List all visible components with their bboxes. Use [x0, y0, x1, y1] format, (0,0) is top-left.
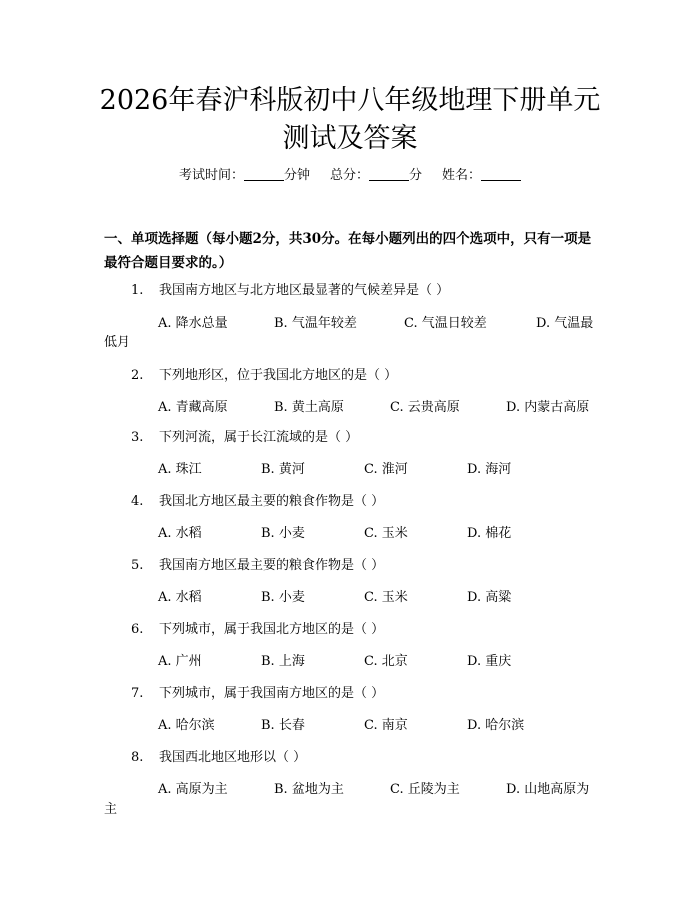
option-c: C. 北京 [364, 654, 408, 669]
option-c: C. 气温日较差 [404, 316, 487, 331]
question-number: 6. [131, 622, 144, 637]
question-text: 下列城市，属于我国北方地区的是（ ） [159, 622, 385, 637]
option-d: D. 棉花 [467, 526, 512, 541]
total-score-unit: 分 [409, 168, 423, 183]
option-b: B. 上海 [261, 654, 305, 669]
question-stem [131, 556, 384, 576]
question-text: 我国南方地区最主要的粮食作物是（ ） [159, 558, 385, 573]
option-a: A. 水稻 [158, 526, 202, 541]
option-a: A. 珠江 [158, 462, 202, 477]
option-c: C. 丘陵为主 [390, 782, 460, 797]
option-d: D. 高粱 [467, 590, 512, 605]
question-text: 下列城市，属于我国南方地区的是（ ） [159, 686, 385, 701]
question-stem [131, 428, 358, 448]
option-b: B. 气温年较差 [274, 316, 357, 331]
student-name [442, 168, 521, 183]
option-a: A. 哈尔滨 [158, 718, 215, 733]
option-d: D. 内蒙古高原 [506, 400, 590, 415]
option-a: A. 降水总量 [158, 316, 228, 331]
option-wrap: 低月 [104, 335, 131, 350]
option-b: B. 盆地为主 [274, 782, 344, 797]
option-b: B. 长春 [261, 718, 305, 733]
question-stem [131, 281, 449, 301]
question-stem [131, 366, 397, 386]
option-d: D. 海河 [467, 462, 512, 477]
option-d: D. 重庆 [467, 654, 512, 669]
question-number: 4. [131, 494, 144, 509]
option-c: C. 淮河 [364, 462, 408, 477]
exam-info [0, 166, 700, 186]
question-text: 我国南方地区与北方地区最显著的气候差异是（ ） [159, 283, 450, 298]
question-stem [131, 492, 384, 512]
option-b: B. 小麦 [261, 526, 305, 541]
section-heading: 一、单项选择题（每小题2分，共30分。在每小题列出的四个选项中，只有一项是最符合题目要求的。） [104, 231, 592, 271]
option-c: C. 玉米 [364, 590, 408, 605]
exam-time-blank [244, 166, 284, 181]
question-number: 7. [131, 686, 144, 701]
option-b: B. 小麦 [261, 590, 305, 605]
option-wrap: 主 [104, 802, 118, 817]
question-text: 我国西北地区地形以（ ） [159, 750, 307, 765]
question-number: 2. [131, 368, 144, 383]
question-number: 5. [131, 558, 144, 573]
option-c: C. 南京 [364, 718, 408, 733]
option-d: D. 气温最 [536, 316, 594, 331]
question-text: 下列地形区，位于我国北方地区的是（ ） [159, 368, 398, 383]
option-a: A. 青藏高原 [158, 400, 228, 415]
question-number: 1. [131, 283, 144, 298]
option-a: A. 高原为主 [158, 782, 228, 797]
exam-time-label: 考试时间： [178, 168, 244, 183]
option-a: A. 水稻 [158, 590, 202, 605]
question-stem [131, 748, 306, 768]
option-b: B. 黄河 [261, 462, 305, 477]
option-c: C. 云贵高原 [390, 400, 460, 415]
question-number: 3. [131, 430, 144, 445]
option-d: D. 山地高原为 [506, 782, 590, 797]
question-stem [131, 684, 384, 704]
page-title: 2026年春沪科版初中八年级地理下册单元测试及答案 [99, 85, 601, 154]
total-score [330, 168, 422, 183]
total-score-blank [369, 166, 409, 181]
question-text: 下列河流，属于长江流域的是（ ） [159, 430, 359, 445]
exam-time [179, 168, 310, 183]
option-b: B. 黄土高原 [274, 400, 344, 415]
option-c: C. 玉米 [364, 526, 408, 541]
option-d: D. 哈尔滨 [467, 718, 525, 733]
student-name-label: 姓名： [442, 168, 482, 183]
question-text: 我国北方地区最主要的粮食作物是（ ） [159, 494, 385, 509]
question-stem [131, 620, 384, 640]
student-name-blank [481, 166, 521, 181]
question-number: 8. [131, 750, 144, 765]
option-a: A. 广州 [158, 654, 202, 669]
total-score-label: 总分： [329, 168, 369, 183]
exam-time-unit: 分钟 [283, 168, 310, 183]
